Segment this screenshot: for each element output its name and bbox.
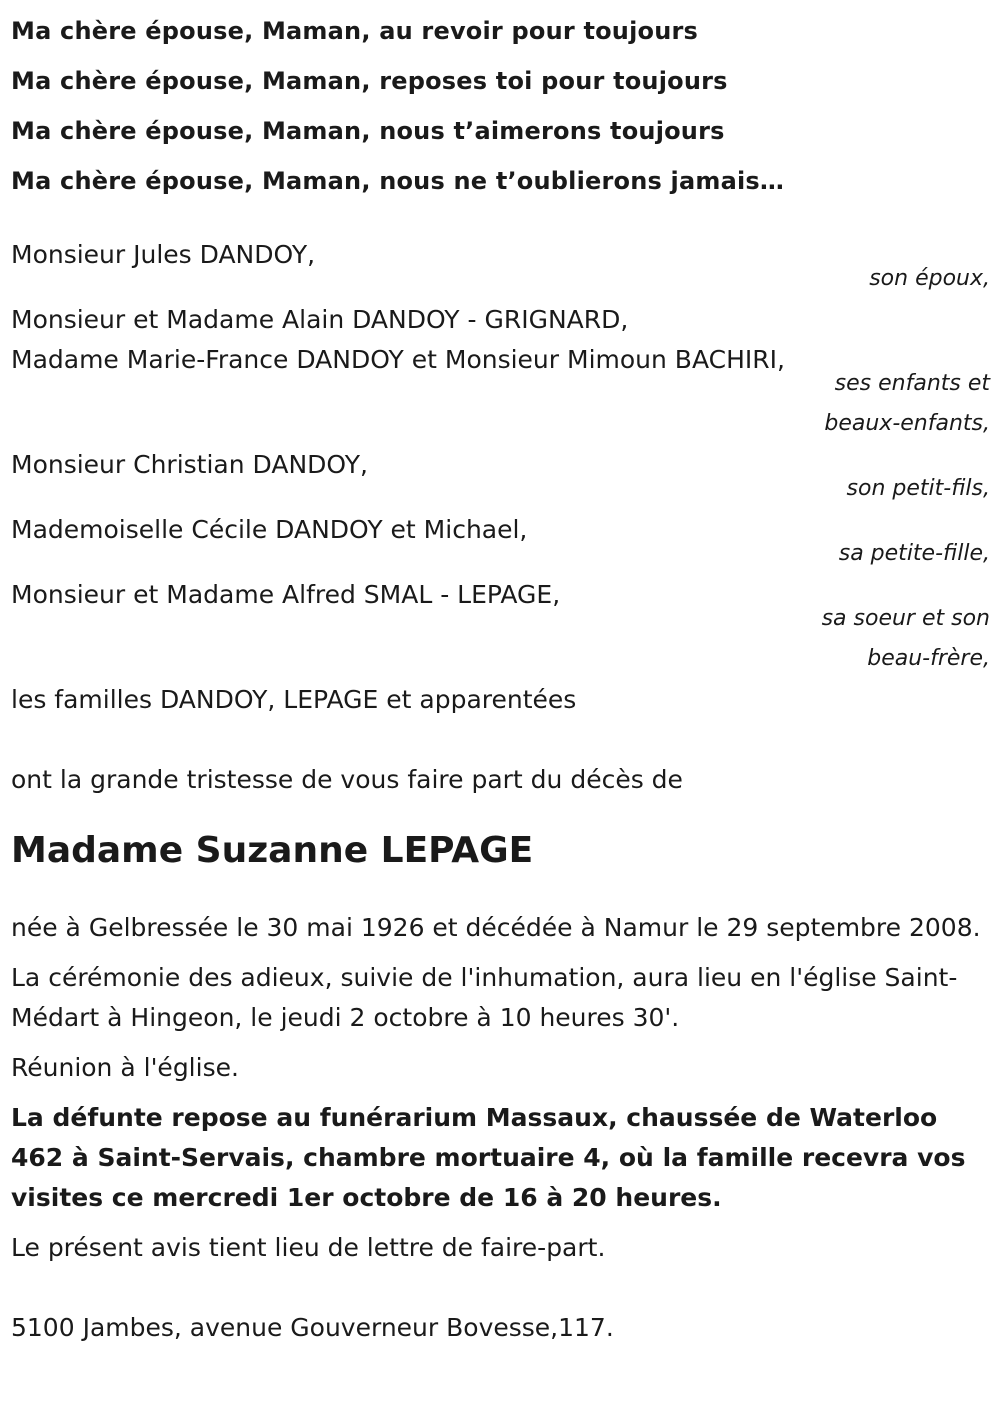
- meeting-info: Réunion à l'église.: [11, 1053, 239, 1082]
- family-address: 5100 Jambes, avenue Gouverneur Bovesse,117.: [11, 1313, 614, 1342]
- relation-granddaughter: sa petite-fille,: [838, 541, 990, 566]
- family-list: [11, 235, 990, 720]
- deceased-name: Madame Suzanne LEPAGE: [11, 830, 534, 871]
- notice-info: Le présent avis tient lieu de lettre de faire-part.: [11, 1233, 606, 1262]
- family-children-2: Madame Marie-France DANDOY et Monsieur Mimoun BACHIRI,: [11, 345, 785, 374]
- poem-line: Ma chère épouse, Maman, nous t’aimerons toujours: [11, 117, 725, 145]
- family-husband: Monsieur Jules DANDOY,: [11, 240, 316, 269]
- birth-death-dates: née à Gelbressée le 30 mai 1926 et décédée à Namur le 29 septembre 2008.: [11, 913, 981, 942]
- family-granddaughter: Mademoiselle Cécile DANDOY et Michael,: [11, 515, 528, 544]
- family-others: les familles DANDOY, LEPAGE et apparentées: [11, 685, 577, 714]
- ceremony-info: La cérémonie des adieux, suivie de l'inhumation, aura lieu en l'église Saint-Médart à Hingeon, le jeudi 2 octobre à 10 heures 30'.: [11, 963, 958, 1032]
- relation-grandson: son petit-fils,: [846, 476, 990, 501]
- family-children-1: Monsieur et Madame Alain DANDOY - GRIGNARD,: [11, 305, 629, 334]
- announcement: ont la grande tristesse de vous faire part du décès de: [11, 765, 683, 794]
- poem-line: Ma chère épouse, Maman, au revoir pour toujours: [11, 17, 699, 45]
- relation-sister-1: sa soeur et son: [821, 606, 990, 631]
- poem-block: [11, 0, 990, 206]
- poem-line: Ma chère épouse, Maman, nous ne t’oublierons jamais…: [11, 167, 785, 195]
- details-block: [11, 908, 990, 1268]
- family-sister: Monsieur et Madame Alfred SMAL - LEPAGE,: [11, 580, 561, 609]
- relation-children-1: ses enfants et: [834, 371, 990, 396]
- relation-children-2: beaux-enfants,: [824, 411, 990, 436]
- poem-line: Ma chère épouse, Maman, reposes toi pour toujours: [11, 67, 728, 95]
- family-grandson: Monsieur Christian DANDOY,: [11, 450, 368, 479]
- relation-sister-2: beau-frère,: [867, 646, 990, 671]
- relation-husband: son époux,: [869, 266, 990, 291]
- funerarium-info: La défunte repose au funérarium Massaux, chaussée de Waterloo 462 à Saint-Servais, chambre mortuaire 4, où la famille recevra vos visites ce mercredi 1er octobre de 16 à 20 heures.: [11, 1103, 966, 1212]
